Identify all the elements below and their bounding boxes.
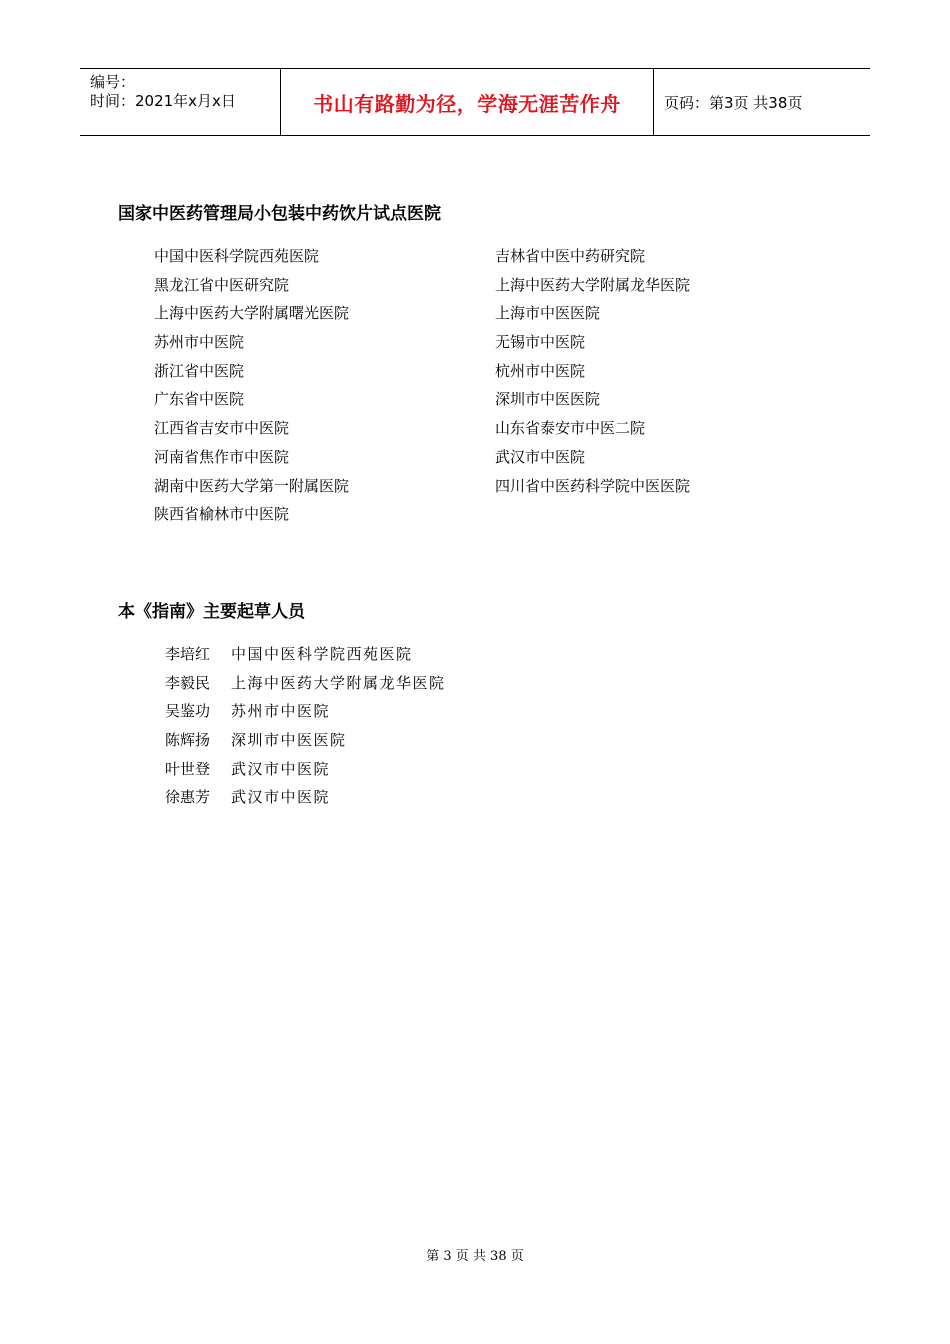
- drafters-title: 本《指南》主要起草人员: [118, 602, 305, 622]
- drafter-name: 徐惠芳: [165, 788, 211, 807]
- drafter-name: 陈辉扬: [165, 731, 211, 750]
- drafter-name: 吴鉴功: [165, 702, 211, 721]
- pilot-hospitals-left-column: [154, 242, 349, 529]
- list-item: [165, 755, 446, 784]
- page-header: [80, 68, 870, 136]
- page-footer: 第 3 页 共 38 页: [426, 1249, 524, 1264]
- list-item: 广东省中医院: [154, 390, 245, 409]
- list-item: 黑龙江省中医研究院: [154, 275, 290, 294]
- drafters-list: [165, 640, 446, 812]
- list-item: [165, 783, 446, 812]
- pilot-hospitals-title: 国家中医药管理局小包装中药饮片试点医院: [118, 204, 441, 224]
- list-item: 中国中医科学院西苑医院: [154, 247, 320, 265]
- header-motto: 书山有路勤为径，学海无涯苦作舟: [281, 69, 654, 135]
- list-item: 河南省焦作市中医院: [154, 447, 290, 466]
- list-item: 杭州市中医院: [495, 361, 586, 380]
- list-item: 山东省泰安市中医二院: [495, 419, 646, 438]
- header-meta-cell: [80, 69, 281, 135]
- list-item: 江西省吉安市中医院: [154, 419, 290, 438]
- drafter-name: 李毅民: [165, 673, 211, 692]
- list-item: 武汉市中医院: [495, 447, 586, 466]
- drafter-organization: 苏州市中医院: [231, 702, 331, 721]
- list-item: 上海市中医医院: [495, 304, 601, 323]
- list-item: 四川省中医药科学院中医医院: [495, 476, 691, 495]
- drafter-name: 叶世登: [165, 759, 211, 778]
- list-item: [165, 640, 446, 669]
- pilot-hospitals-right-column: [495, 242, 690, 500]
- list-item: 陕西省榆林市中医院: [154, 505, 290, 524]
- drafter-name: 李培红: [165, 645, 211, 663]
- list-item: 苏州市中医院: [154, 333, 245, 352]
- list-item: [165, 669, 446, 698]
- list-item: 湖南中医药大学第一附属医院: [154, 476, 350, 495]
- header-page-indicator: 页码：第3页 共38页: [664, 93, 803, 112]
- drafter-organization: 武汉市中医院: [231, 788, 331, 807]
- list-item: [165, 726, 446, 755]
- list-item: 吉林省中医中药研究院: [495, 247, 646, 265]
- list-item: [165, 697, 446, 726]
- document-number-label: 编号：: [90, 73, 136, 91]
- list-item: 上海中医药大学附属曙光医院: [154, 304, 350, 323]
- list-item: 上海中医药大学附属龙华医院: [495, 275, 691, 294]
- drafter-organization: 上海中医药大学附属龙华医院: [231, 673, 446, 692]
- list-item: 无锡市中医院: [495, 333, 586, 352]
- drafter-organization: 中国中医科学院西苑医院: [231, 645, 413, 663]
- document-date-label: 时间：2021年x月x日: [90, 92, 236, 110]
- list-item: 浙江省中医院: [154, 361, 245, 380]
- drafter-organization: 深圳市中医医院: [231, 731, 347, 750]
- list-item: 深圳市中医医院: [495, 390, 601, 409]
- drafter-organization: 武汉市中医院: [231, 759, 331, 778]
